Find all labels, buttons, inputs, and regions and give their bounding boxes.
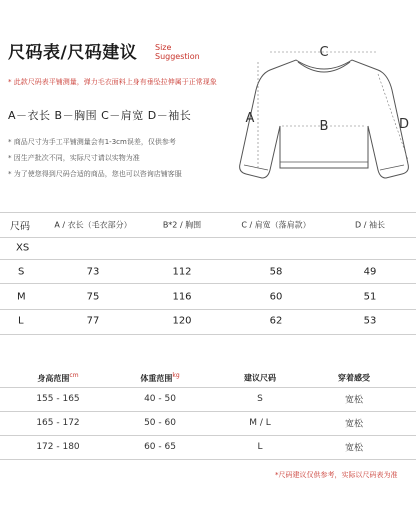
cell-chest: 112 <box>172 266 192 278</box>
note-3: * 为了使您得到尺码合适的商品，您也可以咨询店铺客服 <box>8 170 182 178</box>
cell-shoulder: 60 <box>269 291 283 303</box>
cell-sleeve: 51 <box>363 291 377 303</box>
label-d: D <box>398 117 410 132</box>
neckline <box>298 62 350 72</box>
header-length: A / 衣长（毛衣部分） <box>54 220 132 230</box>
size-table-row-rule <box>0 259 416 260</box>
note-2: * 因生产批次不同，实际尺寸请以实物为准 <box>8 154 140 162</box>
header-sleeve: D / 袖长 <box>355 220 385 230</box>
cell-shoulder: 58 <box>269 266 283 278</box>
cell-suggest-size: M / L <box>249 418 271 428</box>
cell-chest: 116 <box>172 291 192 303</box>
cell-suggest-size: S <box>257 394 263 404</box>
cell-height: 155 - 165 <box>36 394 80 404</box>
size-table-header-rule <box>0 237 416 238</box>
page-subtitle-en: Size Suggestion <box>155 43 200 61</box>
measurement-legend: A－衣长 B－胸围 C－肩宽 D－袖长 <box>8 109 192 122</box>
cell-fit: 宽松 <box>344 395 364 406</box>
cell-sleeve: 53 <box>363 315 377 327</box>
cell-weight: 60 - 65 <box>144 442 176 452</box>
header-size: 尺码 <box>10 221 30 233</box>
size-table-row-rule <box>0 283 416 284</box>
cell-size: S <box>18 266 25 278</box>
label-a: A <box>245 111 255 126</box>
suggest-table-header-rule <box>0 387 416 388</box>
cell-size: M <box>17 291 26 303</box>
suggest-table-row-rule <box>0 411 416 412</box>
cell-weight: 50 - 60 <box>144 418 176 428</box>
page-title: 尺码表/尺码建议 <box>8 43 138 63</box>
header-height: 身高范围$^{cm}$ <box>37 372 79 383</box>
size-table-bottom-rule <box>0 334 416 335</box>
sweater-diagram <box>232 40 416 200</box>
cell-height: 165 - 172 <box>36 418 80 428</box>
header-chest: B*2 / 胸围 <box>162 220 202 230</box>
cell-size: XS <box>16 242 30 254</box>
header-fit: 穿着感受 <box>338 373 370 383</box>
cell-weight: 40 - 50 <box>144 394 176 404</box>
label-c: C <box>319 45 329 60</box>
cell-shoulder: 62 <box>269 315 283 327</box>
header-suggest-size: 建议尺码 <box>244 373 276 383</box>
size-table-top-rule <box>0 212 416 213</box>
measurement-warning: * 此款尺码表平铺测量，弹力毛衣面料上身有垂坠拉伸属于正常现象 <box>8 78 217 86</box>
cell-length: 73 <box>86 266 100 278</box>
cell-fit: 宽松 <box>344 443 364 454</box>
note-1: * 商品尺寸为手工平铺测量会有1-3cm误差，仅供参考 <box>8 138 176 146</box>
cell-fit: 宽松 <box>344 419 364 430</box>
footnote: *尺码建议仅供参考，实际以尺码表为准 <box>275 471 398 479</box>
cell-size: L <box>18 315 24 327</box>
cell-chest: 120 <box>172 315 192 327</box>
suggest-table-bottom-rule <box>0 459 416 460</box>
cell-suggest-size: L <box>257 442 263 452</box>
cell-height: 172 - 180 <box>36 442 80 452</box>
cell-length: 75 <box>86 291 100 303</box>
header-weight: 体重范围$^{kg}$ <box>140 372 180 383</box>
label-b: B <box>319 119 329 134</box>
header-shoulder: C / 肩宽（落肩款） <box>241 220 311 230</box>
cell-sleeve: 49 <box>363 266 377 278</box>
cell-length: 77 <box>86 315 100 327</box>
suggest-table-row-rule <box>0 435 416 436</box>
size-table-row-rule <box>0 309 416 310</box>
